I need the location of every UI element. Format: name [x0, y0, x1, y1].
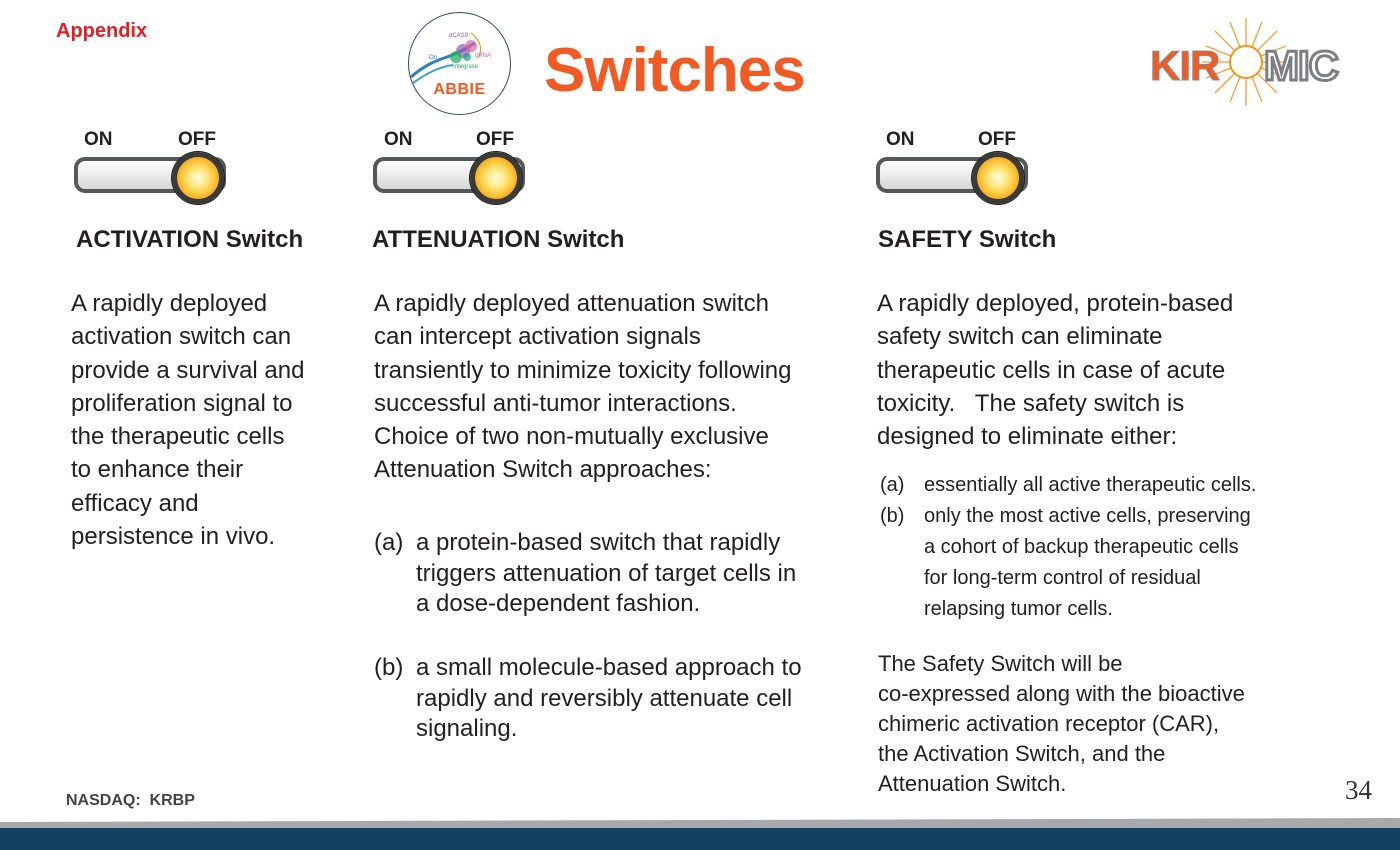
switch-2-off-label: OFF [476, 129, 514, 150]
attenuation-line: Choice of two non-mutually exclusive [374, 423, 769, 451]
page-number: 34 [1345, 775, 1372, 805]
activation-line: persistence in vivo. [71, 523, 276, 551]
activation-heading: ACTIVATION Switch [76, 226, 304, 253]
attenuation-item-a-label: (a) [374, 529, 404, 556]
safety-closing-line: co-expressed along with the bioactive [878, 681, 1245, 706]
safety-line: designed to eliminate either: [877, 423, 1178, 451]
switch-3-off-label: OFF [978, 129, 1016, 150]
safety-item-b-line: for long-term control of residual [924, 567, 1201, 589]
safety-closing-line: chimeric activation receptor (CAR), [878, 711, 1220, 736]
safety-line: toxicity. The safety switch is [877, 389, 1185, 417]
switch-2-on-label: ON [384, 129, 413, 150]
attenuation-item-a-line: triggers attenuation of target cells in [416, 559, 797, 587]
safety-toggle-knob [972, 152, 1024, 204]
attenuation-line: successful anti-tumor interactions. [374, 389, 737, 417]
activation-toggle-knob [172, 152, 224, 204]
attenuation-item-b-line: signaling. [416, 715, 518, 742]
activation-description [71, 287, 304, 553]
activation-line: A rapidly deployed [71, 290, 268, 317]
attenuation-item-b-line: a small molecule-based approach to [416, 654, 802, 681]
abbie-label-integrase: Integrase [453, 64, 479, 70]
abbie-word: ABBIE [433, 81, 486, 98]
attenuation-item-a-line: a dose-dependent fashion. [416, 590, 701, 617]
attenuation-item-a-line: a protein-based switch that rapidly [416, 529, 781, 556]
safety-line: therapeutic cells in case of acute [877, 356, 1226, 384]
activation-line: the therapeutic cells [71, 423, 285, 451]
activation-line: to enhance their [71, 456, 244, 484]
safety-item-b-label: (b) [880, 505, 905, 527]
safety-item-a-label: (a) [880, 474, 905, 496]
attenuation-line: can intercept activation signals [374, 323, 701, 351]
safety-line: safety switch can eliminate [877, 323, 1163, 351]
safety-line: A rapidly deployed, protein-based [877, 290, 1234, 317]
appendix-label: Appendix [56, 20, 148, 42]
nasdaq-ticker: NASDAQ: KRBP [66, 792, 195, 809]
safety-closing-line: the Activation Switch, and the [878, 741, 1166, 766]
switch-3-on-label: ON [886, 129, 915, 150]
attenuation-description [374, 287, 791, 487]
safety-heading: SAFETY Switch [878, 226, 1057, 253]
switch-1-on-label: ON [84, 129, 113, 150]
abbie-label-on: On [429, 55, 438, 61]
attenuation-line: transiently to minimize toxicity following [374, 356, 792, 384]
safety-closing-line: Attenuation Switch. [878, 771, 1067, 796]
switch-1-off-label: OFF [178, 129, 216, 150]
attenuation-item-b-label: (b) [374, 654, 404, 681]
safety-closing-line: The Safety Switch will be [878, 651, 1123, 676]
kiromic-logo [1148, 14, 1358, 110]
safety-closing [878, 649, 1245, 799]
activation-line: efficacy and [71, 489, 199, 517]
attenuation-line: A rapidly deployed attenuation switch [374, 290, 769, 317]
footer-grey-bar [0, 818, 1400, 828]
footer-navy-bar [0, 828, 1400, 850]
attenuation-toggle-knob [470, 152, 522, 204]
activation-line: proliferation signal to [71, 389, 293, 417]
safety-item-b-line: only the most active cells, preserving [924, 505, 1251, 527]
safety-item-a-line: essentially all active therapeutic cells. [924, 474, 1257, 496]
page-title: Switches [544, 36, 805, 105]
attenuation-line: Attenuation Switch approaches: [374, 456, 712, 484]
safety-description [877, 287, 1233, 453]
activation-line: provide a survival and [71, 356, 305, 384]
activation-line: activation switch can [71, 323, 292, 351]
abbie-logo [408, 12, 511, 115]
safety-item-b-line: a cohort of backup therapeutic cells [924, 536, 1239, 558]
abbie-label-grna: gRNA [475, 53, 492, 59]
svg-text:KIR: KIR [1150, 42, 1220, 89]
attenuation-heading: ATTENUATION Switch [372, 226, 625, 253]
svg-text:MIC: MIC [1264, 42, 1338, 89]
safety-item-b-line: relapsing tumor cells. [924, 598, 1113, 620]
abbie-label-dcas9: dCAS9 [449, 33, 469, 39]
attenuation-item-b-line: rapidly and reversibly attenuate cell [416, 684, 793, 712]
